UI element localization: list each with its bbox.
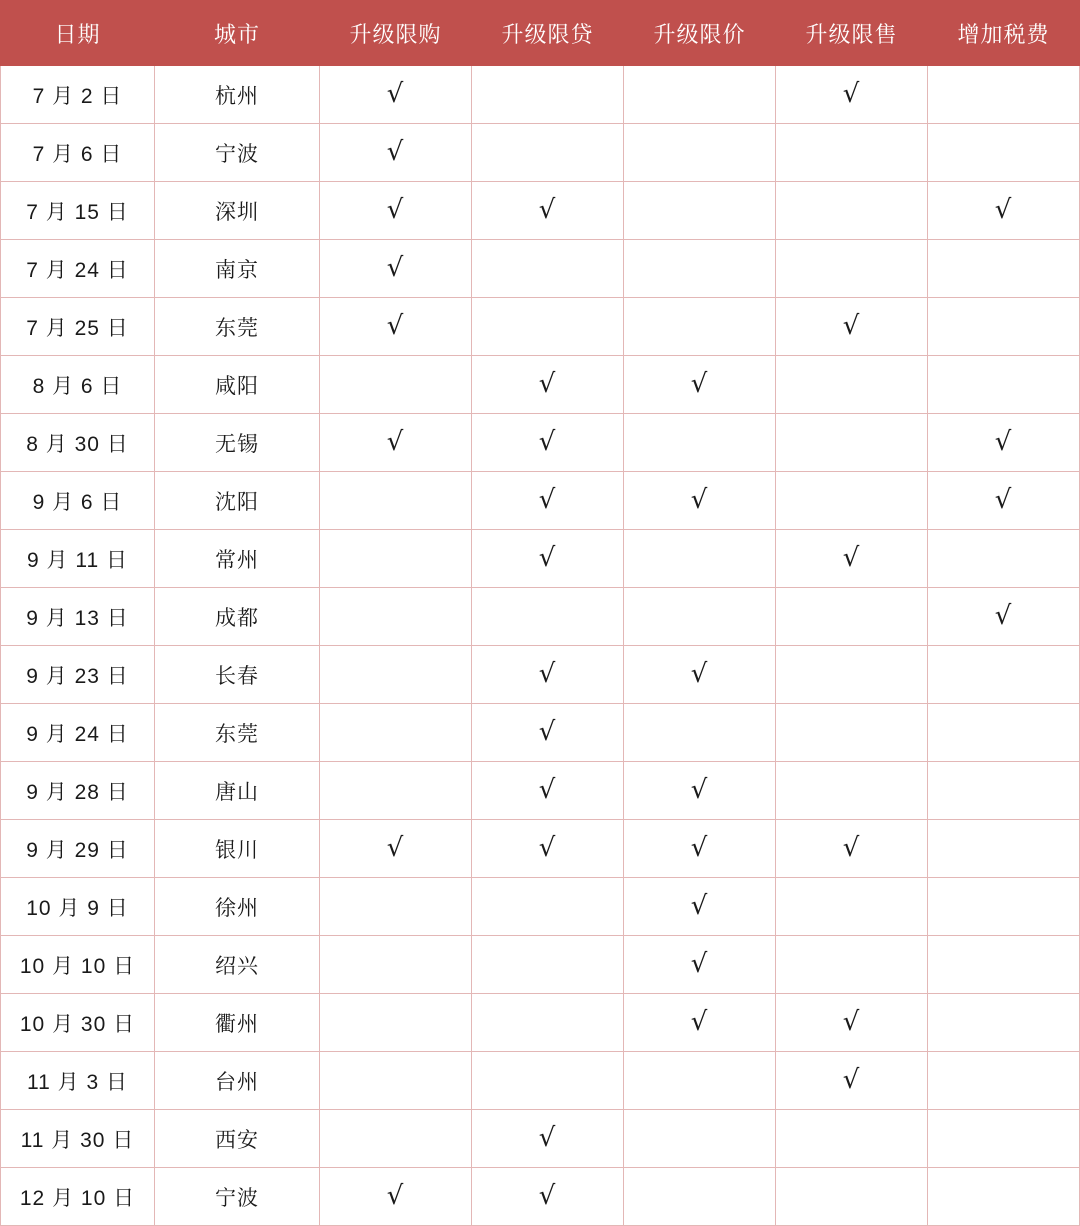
cell-date: 11 月 3 日 <box>1 1052 155 1110</box>
table-row <box>1 820 1080 878</box>
column-header-price-limit: 升级限价 <box>624 1 776 66</box>
check-icon: √ <box>842 79 861 109</box>
check-icon: √ <box>994 427 1013 457</box>
cell-tax-increase <box>928 472 1080 530</box>
table-row <box>1 472 1080 530</box>
cell-loan-limit <box>472 1052 624 1110</box>
cell-sale-limit <box>776 530 928 588</box>
check-icon: √ <box>842 833 861 863</box>
cell-purchase-limit <box>320 994 472 1052</box>
cell-date: 7 月 24 日 <box>1 240 155 298</box>
cell-price-limit <box>624 704 776 762</box>
cell-sale-limit <box>776 356 928 414</box>
table-row <box>1 414 1080 472</box>
cell-loan-limit <box>472 936 624 994</box>
cell-purchase-limit <box>320 1052 472 1110</box>
cell-purchase-limit <box>320 646 472 704</box>
cell-tax-increase <box>928 704 1080 762</box>
check-icon: √ <box>386 79 405 109</box>
check-icon: √ <box>538 717 557 747</box>
cell-loan-limit <box>472 1110 624 1168</box>
cell-sale-limit <box>776 298 928 356</box>
table-row <box>1 1110 1080 1168</box>
cell-sale-limit <box>776 704 928 762</box>
cell-purchase-limit <box>320 414 472 472</box>
table-row <box>1 994 1080 1052</box>
check-icon: √ <box>538 369 557 399</box>
cell-loan-limit <box>472 994 624 1052</box>
cell-purchase-limit <box>320 820 472 878</box>
table-row <box>1 530 1080 588</box>
cell-sale-limit <box>776 66 928 124</box>
cell-city: 成都 <box>155 588 320 646</box>
check-icon: √ <box>842 1007 861 1037</box>
cell-city: 银川 <box>155 820 320 878</box>
cell-loan-limit <box>472 704 624 762</box>
cell-loan-limit <box>472 66 624 124</box>
cell-loan-limit <box>472 298 624 356</box>
cell-date: 10 月 9 日 <box>1 878 155 936</box>
cell-city: 西安 <box>155 1110 320 1168</box>
cell-sale-limit <box>776 762 928 820</box>
cell-price-limit <box>624 530 776 588</box>
table-row <box>1 878 1080 936</box>
cell-tax-increase <box>928 820 1080 878</box>
cell-sale-limit <box>776 124 928 182</box>
cell-tax-increase <box>928 414 1080 472</box>
cell-tax-increase <box>928 1168 1080 1226</box>
cell-purchase-limit <box>320 298 472 356</box>
check-icon: √ <box>538 543 557 573</box>
cell-date: 9 月 28 日 <box>1 762 155 820</box>
cell-loan-limit <box>472 124 624 182</box>
check-icon: √ <box>994 485 1013 515</box>
table-row <box>1 704 1080 762</box>
column-header-loan-limit: 升级限贷 <box>472 1 624 66</box>
cell-purchase-limit <box>320 878 472 936</box>
cell-city: 南京 <box>155 240 320 298</box>
cell-date: 9 月 29 日 <box>1 820 155 878</box>
cell-price-limit <box>624 762 776 820</box>
cell-sale-limit <box>776 820 928 878</box>
cell-price-limit <box>624 1052 776 1110</box>
cell-loan-limit <box>472 530 624 588</box>
cell-sale-limit <box>776 878 928 936</box>
check-icon: √ <box>538 775 557 805</box>
cell-purchase-limit <box>320 356 472 414</box>
table-row <box>1 762 1080 820</box>
cell-loan-limit <box>472 1168 624 1226</box>
cell-sale-limit <box>776 1110 928 1168</box>
cell-tax-increase <box>928 66 1080 124</box>
table-row <box>1 936 1080 994</box>
check-icon: √ <box>842 543 861 573</box>
cell-price-limit <box>624 182 776 240</box>
table-row <box>1 240 1080 298</box>
cell-price-limit <box>624 936 776 994</box>
cell-tax-increase <box>928 646 1080 704</box>
cell-city: 杭州 <box>155 66 320 124</box>
cell-date: 9 月 6 日 <box>1 472 155 530</box>
cell-tax-increase <box>928 762 1080 820</box>
cell-price-limit <box>624 994 776 1052</box>
cell-date: 9 月 23 日 <box>1 646 155 704</box>
cell-sale-limit <box>776 1168 928 1226</box>
cell-city: 咸阳 <box>155 356 320 414</box>
cell-loan-limit <box>472 588 624 646</box>
cell-loan-limit <box>472 472 624 530</box>
cell-purchase-limit <box>320 1110 472 1168</box>
check-icon: √ <box>386 833 405 863</box>
cell-sale-limit <box>776 936 928 994</box>
check-icon: √ <box>690 485 709 515</box>
cell-price-limit <box>624 414 776 472</box>
cell-date: 11 月 30 日 <box>1 1110 155 1168</box>
header-row <box>1 1 1080 66</box>
table-row <box>1 66 1080 124</box>
check-icon: √ <box>386 195 405 225</box>
cell-city: 无锡 <box>155 414 320 472</box>
cell-date: 7 月 25 日 <box>1 298 155 356</box>
cell-price-limit <box>624 298 776 356</box>
cell-loan-limit <box>472 356 624 414</box>
cell-city: 深圳 <box>155 182 320 240</box>
cell-city: 常州 <box>155 530 320 588</box>
check-icon: √ <box>842 1065 861 1095</box>
check-icon: √ <box>690 891 709 921</box>
cell-purchase-limit <box>320 66 472 124</box>
cell-sale-limit <box>776 182 928 240</box>
cell-tax-increase <box>928 240 1080 298</box>
cell-date: 10 月 30 日 <box>1 994 155 1052</box>
cell-tax-increase <box>928 936 1080 994</box>
check-icon: √ <box>386 427 405 457</box>
cell-city: 绍兴 <box>155 936 320 994</box>
cell-loan-limit <box>472 182 624 240</box>
cell-city: 宁波 <box>155 1168 320 1226</box>
cell-date: 9 月 13 日 <box>1 588 155 646</box>
table-row <box>1 124 1080 182</box>
cell-loan-limit <box>472 878 624 936</box>
cell-tax-increase <box>928 588 1080 646</box>
cell-sale-limit <box>776 472 928 530</box>
cell-loan-limit <box>472 240 624 298</box>
cell-price-limit <box>624 1168 776 1226</box>
column-header-city: 城市 <box>155 1 320 66</box>
cell-price-limit <box>624 472 776 530</box>
cell-city: 东莞 <box>155 298 320 356</box>
cell-sale-limit <box>776 646 928 704</box>
check-icon: √ <box>386 1181 405 1211</box>
column-header-sale-limit: 升级限售 <box>776 1 928 66</box>
cell-city: 台州 <box>155 1052 320 1110</box>
check-icon: √ <box>538 1181 557 1211</box>
cell-sale-limit <box>776 588 928 646</box>
cell-price-limit <box>624 356 776 414</box>
cell-price-limit <box>624 588 776 646</box>
cell-date: 7 月 6 日 <box>1 124 155 182</box>
check-icon: √ <box>690 949 709 979</box>
cell-purchase-limit <box>320 530 472 588</box>
table-row <box>1 182 1080 240</box>
cell-city: 长春 <box>155 646 320 704</box>
cell-price-limit <box>624 1110 776 1168</box>
cell-tax-increase <box>928 298 1080 356</box>
cell-purchase-limit <box>320 182 472 240</box>
cell-price-limit <box>624 646 776 704</box>
check-icon: √ <box>538 427 557 457</box>
cell-sale-limit <box>776 994 928 1052</box>
check-icon: √ <box>386 311 405 341</box>
column-header-purchase-limit: 升级限购 <box>320 1 472 66</box>
cell-sale-limit <box>776 1052 928 1110</box>
check-icon: √ <box>690 369 709 399</box>
cell-city: 宁波 <box>155 124 320 182</box>
cell-city: 徐州 <box>155 878 320 936</box>
table-row <box>1 298 1080 356</box>
cell-date: 7 月 2 日 <box>1 66 155 124</box>
cell-tax-increase <box>928 124 1080 182</box>
cell-city: 沈阳 <box>155 472 320 530</box>
check-icon: √ <box>994 601 1013 631</box>
cell-tax-increase <box>928 182 1080 240</box>
check-icon: √ <box>842 311 861 341</box>
table-header <box>1 1 1080 66</box>
cell-sale-limit <box>776 414 928 472</box>
table-row <box>1 646 1080 704</box>
check-icon: √ <box>386 253 405 283</box>
cell-tax-increase <box>928 878 1080 936</box>
cell-date: 7 月 15 日 <box>1 182 155 240</box>
cell-purchase-limit <box>320 762 472 820</box>
check-icon: √ <box>690 775 709 805</box>
check-icon: √ <box>538 659 557 689</box>
cell-price-limit <box>624 240 776 298</box>
cell-city: 唐山 <box>155 762 320 820</box>
check-icon: √ <box>994 195 1013 225</box>
table-row <box>1 356 1080 414</box>
check-icon: √ <box>690 833 709 863</box>
cell-purchase-limit <box>320 472 472 530</box>
cell-loan-limit <box>472 820 624 878</box>
cell-price-limit <box>624 820 776 878</box>
cell-date: 12 月 10 日 <box>1 1168 155 1226</box>
table-row <box>1 1168 1080 1226</box>
cell-sale-limit <box>776 240 928 298</box>
cell-loan-limit <box>472 646 624 704</box>
column-header-tax-increase: 增加税费 <box>928 1 1080 66</box>
check-icon: √ <box>690 659 709 689</box>
cell-tax-increase <box>928 994 1080 1052</box>
cell-purchase-limit <box>320 124 472 182</box>
cell-city: 衢州 <box>155 994 320 1052</box>
cell-price-limit <box>624 66 776 124</box>
column-header-date: 日期 <box>1 1 155 66</box>
cell-purchase-limit <box>320 704 472 762</box>
check-icon: √ <box>386 137 405 167</box>
table-row <box>1 588 1080 646</box>
cell-purchase-limit <box>320 588 472 646</box>
cell-date: 8 月 30 日 <box>1 414 155 472</box>
cell-date: 9 月 11 日 <box>1 530 155 588</box>
check-icon: √ <box>538 1123 557 1153</box>
check-icon: √ <box>690 1007 709 1037</box>
table-row <box>1 1052 1080 1110</box>
cell-tax-increase <box>928 530 1080 588</box>
check-icon: √ <box>538 485 557 515</box>
cell-date: 10 月 10 日 <box>1 936 155 994</box>
table-body <box>1 66 1080 1226</box>
check-icon: √ <box>538 195 557 225</box>
cell-tax-increase <box>928 1052 1080 1110</box>
cell-date: 8 月 6 日 <box>1 356 155 414</box>
cell-purchase-limit <box>320 240 472 298</box>
cell-city: 东莞 <box>155 704 320 762</box>
check-icon: √ <box>538 833 557 863</box>
cell-tax-increase <box>928 1110 1080 1168</box>
cell-purchase-limit <box>320 1168 472 1226</box>
cell-loan-limit <box>472 414 624 472</box>
cell-date: 9 月 24 日 <box>1 704 155 762</box>
cell-price-limit <box>624 124 776 182</box>
cell-loan-limit <box>472 762 624 820</box>
cell-tax-increase <box>928 356 1080 414</box>
cell-purchase-limit <box>320 936 472 994</box>
cell-price-limit <box>624 878 776 936</box>
